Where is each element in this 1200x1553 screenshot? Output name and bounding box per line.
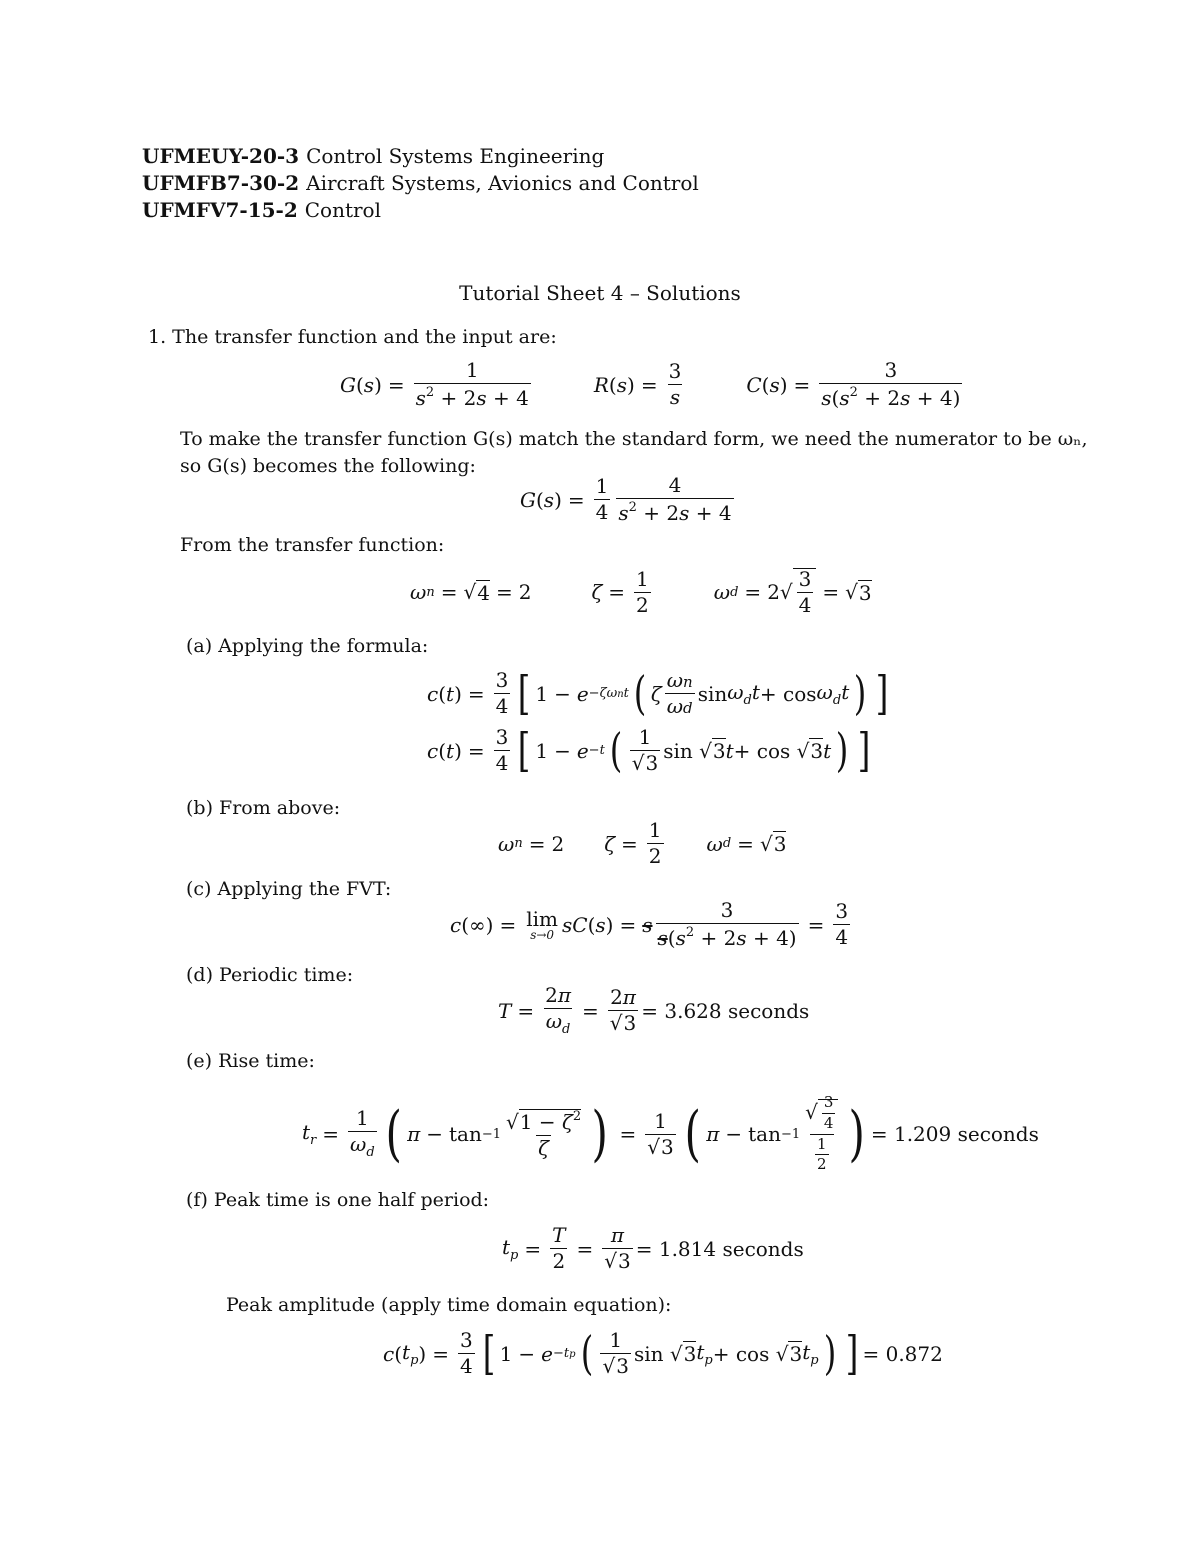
- module-title-3: Control: [304, 198, 381, 222]
- rise-time-value: = 1.209 seconds: [870, 1122, 1039, 1146]
- peak-amplitude-value: = 0.872: [862, 1341, 943, 1366]
- standard-form-text-1: To make the transfer function G(s) match the standard form, we need the numerator to be ωₙ,: [180, 428, 1088, 450]
- equation-final-value: c (∞) = lim s→0 sC ( s ) = s $\frac{3}{s(s^2 + 2s + 4)}$ = $\frac{3}{4}$: [450, 898, 849, 950]
- question-1-intro: 1. The transfer function and the input are:: [148, 326, 557, 348]
- part-b-label: (b) From above:: [186, 797, 341, 819]
- equation-ct-specific: c ( t ) = $\frac{3}{4}$ [ 1 − e −t ( 1 √3 sin √ 3 t + cos √ 3 t ) ]: [427, 723, 871, 778]
- module-line-3: [142, 198, 381, 222]
- equation-peak-time: $t_p$ = $\frac{T}{2}$ = $\frac{\pi}{√3}$ = 1.814 seconds: [502, 1223, 804, 1273]
- part-d-label: (d) Periodic time:: [186, 964, 354, 986]
- peak-amplitude-text: Peak amplitude (apply time domain equation):: [226, 1294, 672, 1316]
- equation-ct-general: c ( t ) = $\frac{3}{4}$ [ 1 − e −ζωnt ( ζ ωn ωd sin $\omega_dt$ + cos $\omega_dt$ ) ]: [427, 666, 889, 721]
- module-code-2: UFMFB7-30-2: [142, 171, 300, 195]
- equation-peak-amplitude: c ( $t_p$ ) = $\frac{3}{4}$ [ 1 − e −tp ( 1 √3 sin √ 3 $t_p$ + cos √ 3 $t_p$ ) ] = 0.872: [383, 1326, 943, 1381]
- equation-periodic-time: T = $\frac{2\pi}{\omega_d}$ = $\frac{2\pi}{√3}$ = 3.628 seconds: [498, 983, 810, 1037]
- module-code-1: UFMEUY-20-3: [142, 144, 300, 168]
- part-e-label: (e) Rise time:: [186, 1050, 315, 1072]
- page-title: Tutorial Sheet 4 – Solutions: [459, 281, 741, 305]
- part-a-label: (a) Applying the formula:: [186, 635, 429, 657]
- periodic-time-value: = 3.628 seconds: [641, 998, 810, 1023]
- module-code-3: UFMFV7-15-2: [142, 198, 298, 222]
- equation-parameters: ω n = √ 4 = 2 ζ = $\frac{1}{2}$ ω d = 2√ $\frac{3}{4}$ = √ 3: [410, 566, 872, 617]
- part-c-label: (c) Applying the FVT:: [186, 878, 392, 900]
- equation-from-above: ω n = 2 ζ = $\frac{1}{2}$ ω d = √ 3: [498, 818, 787, 868]
- standard-form-text-2: so G(s) becomes the following:: [180, 455, 476, 477]
- module-line-1: [142, 144, 604, 168]
- peak-time-value: = 1.814 seconds: [635, 1236, 804, 1261]
- part-f-label: (f) Peak time is one half period:: [186, 1189, 490, 1211]
- equation-transfer-input: G ( s ) = $\frac{1}{s^2 + 2s + 4}$ R ( s ) = $\frac{3}{s}$ C ( s ) = $\frac{3}{s(s^2 + 2s + 4)}$: [340, 358, 961, 410]
- equation-rise-time: $t_r$ = $\frac{1}{\omega_d}$ ( π − tan −1 $√1 - \zeta^2$ ζ ) = $\frac{1}{√3}$ ( π − tan −1 √ $\frac{3}{4}$ $\frac{1}{2}$ ) = 1.209 seconds: [302, 1093, 1039, 1174]
- equation-standard-form: G ( s ) = $\frac{1}{4}$ 4 $s^2 + 2s + 4$: [520, 473, 732, 525]
- from-transfer-function-text: From the transfer function:: [180, 534, 445, 556]
- module-title-1: Control Systems Engineering: [306, 144, 605, 168]
- module-line-2: [142, 171, 699, 195]
- module-title-2: Aircraft Systems, Avionics and Control: [306, 171, 699, 195]
